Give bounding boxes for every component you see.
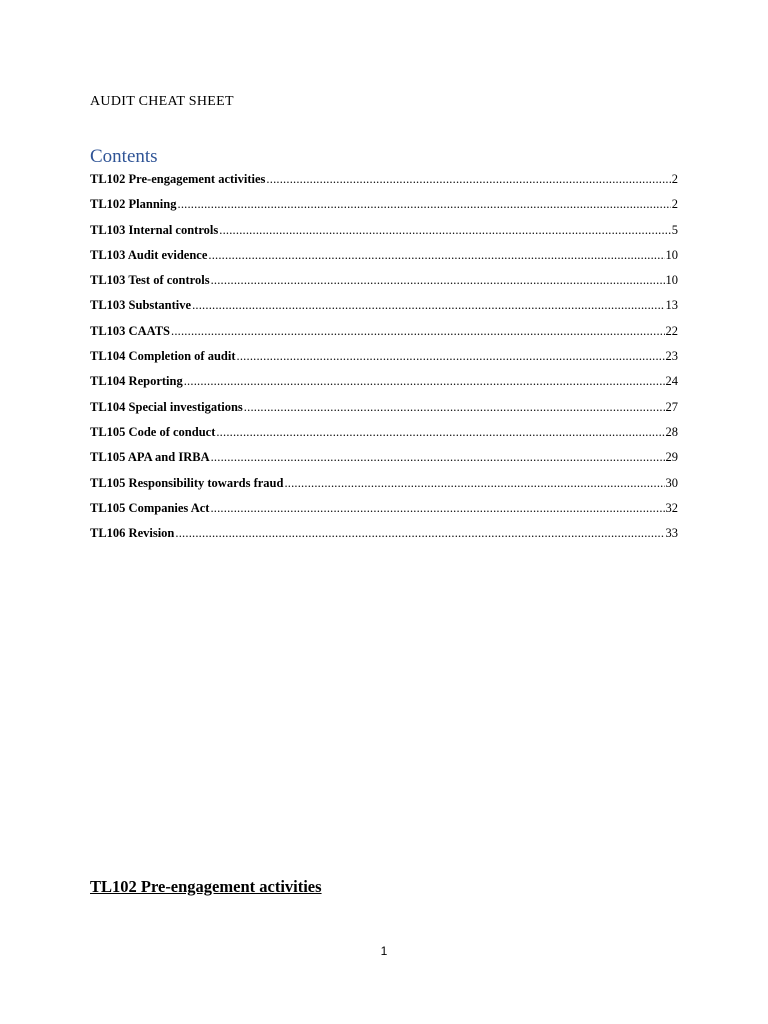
- toc-entry[interactable]: [90, 499, 678, 524]
- toc-dot-leader: [208, 246, 664, 264]
- toc-dot-leader: [175, 524, 664, 542]
- toc-entry[interactable]: [90, 246, 678, 271]
- toc-dot-leader: [171, 322, 665, 340]
- toc-dot-leader: [266, 170, 670, 188]
- toc-dot-leader: [216, 423, 664, 441]
- toc-entry-page: 24: [665, 374, 678, 389]
- toc-entry-page: 13: [665, 298, 678, 313]
- toc-entry-label: TL104 Reporting: [90, 374, 183, 389]
- table-of-contents: [90, 170, 678, 549]
- toc-entry-label: TL105 Code of conduct: [90, 424, 216, 439]
- toc-entry-page: 23: [665, 349, 678, 364]
- toc-entry-page: 32: [665, 500, 678, 515]
- document-title: AUDIT CHEAT SHEET: [90, 94, 234, 109]
- toc-dot-leader: [210, 499, 664, 517]
- toc-entry-label: TL105 Responsibility towards fraud: [90, 475, 284, 490]
- toc-entry[interactable]: [90, 271, 678, 296]
- toc-entry[interactable]: [90, 170, 678, 195]
- toc-entry[interactable]: [90, 448, 678, 473]
- toc-entry[interactable]: [90, 322, 678, 347]
- toc-entry[interactable]: [90, 221, 678, 246]
- toc-entry-page: 10: [665, 273, 678, 288]
- toc-entry-label: TL103 CAATS: [90, 323, 170, 338]
- toc-entry-label: TL103 Substantive: [90, 298, 192, 313]
- toc-entry-page: 27: [665, 399, 678, 414]
- toc-entry-page: 30: [665, 475, 678, 490]
- toc-dot-leader: [237, 347, 665, 365]
- page-number: 1: [380, 944, 388, 958]
- toc-dot-leader: [211, 271, 665, 289]
- toc-entry-label: TL105 APA and IRBA: [90, 450, 210, 465]
- toc-entry-label: TL103 Test of controls: [90, 273, 210, 288]
- toc-entry[interactable]: [90, 423, 678, 448]
- toc-entry[interactable]: [90, 296, 678, 321]
- toc-entry-page: 2: [671, 172, 678, 186]
- section-heading: TL102 Pre-engagement activities: [90, 877, 322, 896]
- toc-entry-label: TL102 Planning: [90, 197, 177, 212]
- toc-entry-page: 10: [665, 247, 678, 262]
- toc-entry[interactable]: [90, 474, 678, 499]
- toc-dot-leader: [244, 398, 665, 416]
- toc-dot-leader: [184, 372, 665, 390]
- toc-entry[interactable]: [90, 398, 678, 423]
- toc-dot-leader: [192, 296, 664, 314]
- toc-entry-label: TL106 Revision: [90, 526, 175, 541]
- toc-entry-page: 33: [665, 526, 678, 541]
- toc-entry-page: 28: [665, 424, 678, 439]
- contents-heading: Contents: [90, 146, 158, 167]
- toc-entry-label: TL104 Special investigations: [90, 399, 243, 414]
- toc-entry-label: TL104 Completion of audit: [90, 349, 236, 364]
- toc-dot-leader: [211, 448, 665, 466]
- toc-entry[interactable]: [90, 347, 678, 372]
- toc-entry-page: 5: [671, 222, 678, 237]
- toc-entry-label: TL103 Audit evidence: [90, 247, 208, 262]
- toc-entry[interactable]: [90, 195, 678, 220]
- toc-entry[interactable]: [90, 372, 678, 397]
- toc-entry[interactable]: [90, 524, 678, 549]
- toc-entry-page: 22: [665, 323, 678, 338]
- toc-dot-leader: [178, 195, 671, 213]
- toc-dot-leader: [284, 474, 664, 492]
- toc-dot-leader: [219, 221, 671, 239]
- toc-entry-label: TL103 Internal controls: [90, 222, 219, 237]
- toc-entry-page: 29: [665, 450, 678, 465]
- toc-entry-page: 2: [671, 197, 678, 212]
- toc-entry-label: TL105 Companies Act: [90, 500, 210, 515]
- toc-entry-label: TL102 Pre-engagement activities: [90, 172, 266, 186]
